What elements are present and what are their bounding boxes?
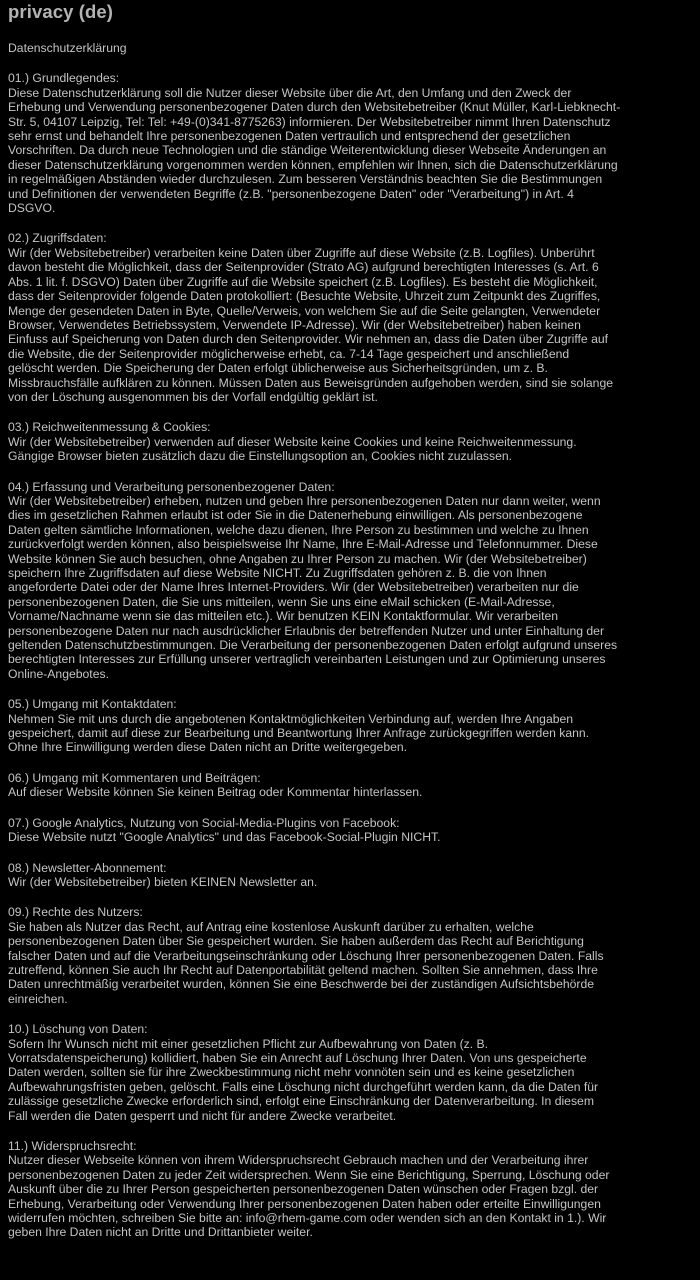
section-body: Diese Datenschutzerklärung soll die Nutzer dieser Website über die Art, den Umfang und den Zweck der Erhebung und Verwendung personenbezogener Daten durch den Websitebetreiber (Knut Müller, Karl-Liebknecht- Str. 5, 04107 Leipzig, Tel: Tel: +49-(0)341-8775263) informieren. Der Websitebetreiber nimmt Ihren Datenschutz sehr ernst und behandelt Ihre personenbezogenen Daten vertraulich und entsprechend der gesetzlichen Vorschriften. Da durch neue Technologien und die ständige Weiterentwicklung dieser Webseite Änderungen an dieser Datenschutzerklärung vorgenommen werden können, empfehlen wir Ihnen, sich die Datenschutzerklärung in regelmäßigen Abständen wieder durchzulesen. Zum besseren Verständnis beachten Sie die Bestimmungen und Definitionen der verwendeten Begriffe (z.B. "personenbezogene Daten" oder "Verarbeitung") in Art. 4 DSGVO. [8,85,621,216]
section-title: 05.) Umgang mit Kontaktdaten: [8,697,177,712]
section-kontaktdaten [8,697,692,755]
section-google-analytics [8,816,692,845]
section-erfassung [8,480,692,682]
section-newsletter [8,861,692,890]
section-body: Auf dieser Website können Sie keinen Beitrag oder Kommentar hinterlassen. [8,785,423,800]
section-title: 01.) Grundlegendes: [8,71,120,86]
section-title: 02.) Zugriffsdaten: [8,231,107,246]
section-kommentare [8,771,692,800]
section-reichweitenmessung [8,420,692,463]
section-zugriffsdaten [8,231,692,404]
section-title: 04.) Erfassung und Verarbeitung personenbezogener Daten: [8,479,335,494]
section-body: Diese Website nutzt "Google Analytics" und das Facebook-Social-Plugin NICHT. [8,830,441,845]
section-loeschung [8,1022,692,1123]
document-title: Datenschutzerklärung [8,41,127,55]
section-title: 08.) Newsletter-Abonnement: [8,860,167,875]
section-title: 06.) Umgang mit Kommentaren und Beiträgen: [8,770,261,785]
section-title: 07.) Google Analytics, Nutzung von Social-Media-Plugins von Facebook: [8,815,400,830]
section-grundlegendes [8,71,692,215]
section-body: Wir (der Websitebetreiber) verwenden auf dieser Website keine Cookies und keine Reichweitenmessung. Gängige Browser bieten zusätzlich dazu die Einstellungsoption an, Cookies nicht zuzulassen. [8,434,577,464]
section-body: Nutzer dieser Webseite können von ihrem Widerspruchsrecht Gebrauch machen und der Verarbeitung ihrer personenbezogenen Daten zu jeder Zeit widersprechen. Wenn Sie eine Berichtigung, Sperrung, Löschung oder Auskunft über die zu Ihrer Person gespeicherten personenbezogenen Daten wünschen oder Fragen bzgl. der Erhebung, Verarbeitung oder Verwendung Ihrer personenbezogenen Daten haben oder erteilte Einwilligungen widerrufen möchten, schreiben Sie bitte an: info@rhem-game.com oder wenden sich an den Kontakt in 1.). Wir geben Ihre Daten nicht an Dritte und Drittanbieter weiter. [8,1153,610,1240]
section-body: Sie haben als Nutzer das Recht, auf Antrag eine kostenlose Auskunft darüber zu erhalten, welche personenbezogenen Daten über Sie gespeichert wurden. Sie haben außerdem das Recht auf Berichtigung falscher Daten und auf die Verarbeitungseinschränkung oder Löschung Ihrer personenbezogenen Daten. Falls zutreffend, können Sie auch Ihr Recht auf Datenportabilität geltend machen. Sollten Sie annehmen, dass Ihre Daten unrechtmäßig verarbeitet wurden, können Sie eine Beschwerde bei der zuständigen Aufsichtsbehörde einreichen. [8,919,604,1006]
section-body: Wir (der Websitebetreiber) verarbeiten keine Daten über Zugriffe auf diese Website (z.B. Logfiles). Unberührt davon besteht die Möglichkeit, dass der Seitenprovider (Strato AG) aufgrund berechtigten Interesses (s. Art. 6 Abs. 1 lit. f. DSGVO) Daten über Zugriffe auf die Website speichert (z.B. Logfiles). Es besteht die Möglichkeit, dass der Seitenprovider folgende Daten protokolliert: (Besuchte Website, Uhrzeit zum Zeitpunkt des Zugriffes, Menge der gesendeten Daten in Byte, Quelle/Verweis, von welchem Sie auf die Seite gelangten, Verwendeter Browser, Verwendetes Betriebssystem, Verwendete IP-Adresse). Wir (der Websitebetreiber) haben keinen Einfuss auf Speicherung von Daten durch den Seitenprovider. Wir nehmen an, dass die Daten über Zugriffe auf die Website, die der Seitenprovider möglicherweise erhebt, ca. 7-14 Tage gespeichert und anschließend gelöscht werden. Die Speicherung der Daten erfolgt üblicherweise aus Sicherheitsgründen, um z. B. Missbrauchsfälle aufklären zu können. Müssen Daten aus Beweisgründen aufgehoben werden, sind sie solange von der Löschung ausgenommen bis der Vorfall endgültig geklärt ist. [8,245,614,404]
section-widerspruchsrecht [8,1139,692,1240]
section-body: Sofern Ihr Wunsch nicht mit einer gesetzlichen Pflicht zur Aufbewahrung von Daten (z. B. Vorratsdatenspeicherung) kollidiert, haben Sie ein Anrecht auf Löschung Ihrer Daten. Von uns gespeicherte Daten werden, sollten sie für ihre Zweckbestimmung nicht mehr vonnöten sein und es keine gesetzlichen Aufbewahrungsfristen geben, gelöscht. Falls eine Löschung nicht durchgeführt werden kann, da die Daten für zulässige gesetzliche Zwecke erforderlich sind, erfolgt eine Einschränkung der Datenverarbeitung. In diesem Fall werden die Daten gesperrt und nicht für andere Zwecke verarbeitet. [8,1036,599,1123]
section-body: Nehmen Sie mit uns durch die angebotenen Kontaktmöglichkeiten Verbindung auf, werden Ihre Angaben gespeichert, damit auf diese zur Bearbeitung und Beantwortung Ihrer Anfrage zurückgegriffen werden kann. Ohne Ihre Einwilligung werden diese Daten nicht an Dritte weitergegeben. [8,711,590,755]
section-body: Wir (der Websitebetreiber) bieten KEINEN Newsletter an. [8,874,318,889]
section-title: 09.) Rechte des Nutzers: [8,905,143,920]
section-title: 03.) Reichweitenmessung & Cookies: [8,420,211,435]
section-rechte [8,905,692,1006]
page-heading: privacy (de) [8,1,114,22]
section-title: 10.) Löschung von Daten: [8,1022,148,1037]
section-title: 11.) Widerspruchsrecht: [8,1139,137,1153]
section-body: Wir (der Websitebetreiber) erheben, nutzen und geben Ihre personenbezogenen Daten nur dann weiter, wenn dies im gesetzlichen Rahmen erlaubt ist oder Sie in die Datenerhebung einwilligen. Als personenbezogene Daten gelten sämtliche Informationen, welche dazu dienen, Ihre Person zu bestimmen und welche zu Ihnen zurückverfolgt werden können, also beispielsweise Ihr Name, Ihre E-Mail-Adresse und Telefonnummer. Diese Website können Sie auch besuchen, ohne Angaben zu Ihrer Person zu machen. Wir (der Websitebetreiber) speichern Ihre Zugriffsdaten auf diese Website NICHT. Zu Zugriffsdaten gehören z. B. die von Ihnen angeforderte Datei oder der Name Ihres Internet-Providers. Wir (der Websitebetreiber) verarbeiten nur die personenbezogenen Daten, die Sie uns mitteilen, wenn Sie uns eine eMail schicken (E-Mail-Adresse, Vorname/Nachname wenn sie das mitteilen etc.). Wir benutzen KEIN Kontaktformular. Wir verarbeiten personenbezogene Daten nur nach ausdrücklicher Erlaubnis der betreffenden Nutzer und unter Einhaltung der geltenden Datenschutzbestimmungen. Die Verarbeitung der personenbezogenen Daten erfolgt aufgrund unseres berechtigten Interesses zur Erfüllung unserer vertraglich vereinbarten Leistungen und zur Optimierung unseres Online-Angebotes. [8,493,618,681]
